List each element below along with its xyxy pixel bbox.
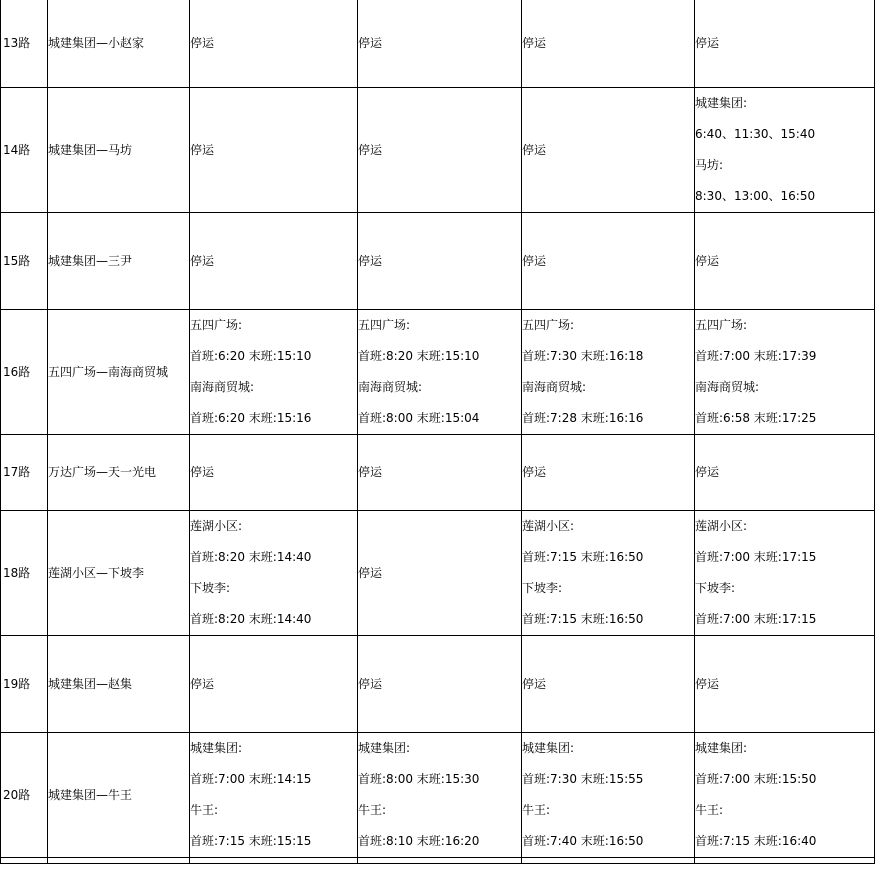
table-row xyxy=(1,511,875,636)
schedule-line: 首班:8:10 末班:16:20 xyxy=(358,834,480,848)
schedule-line: 城建集团: xyxy=(190,741,243,755)
schedule-cell xyxy=(190,435,358,511)
schedule-line: 莲湖小区: xyxy=(522,519,575,533)
route-name-cell: 城建集团—牛王 xyxy=(48,733,190,858)
schedule-line: 停运 xyxy=(190,465,215,479)
schedule-cell xyxy=(358,435,522,511)
schedule-line: 牛王: xyxy=(358,803,387,817)
bottom-partial-row xyxy=(1,858,875,864)
schedule-cell xyxy=(695,636,875,733)
schedule-line: 首班:6:20 末班:15:16 xyxy=(190,411,312,425)
route-number-cell: 18路 xyxy=(1,511,48,636)
schedule-line: 停运 xyxy=(358,465,383,479)
schedule-line: 停运 xyxy=(522,465,547,479)
schedule-cell xyxy=(522,511,695,636)
schedule-line: 城建集团: xyxy=(358,741,411,755)
schedule-cell xyxy=(358,310,522,435)
schedule-line: 下坡李: xyxy=(695,581,736,595)
schedule-line: 停运 xyxy=(522,36,547,50)
schedule-line: 首班:7:00 末班:17:39 xyxy=(695,349,817,363)
schedule-line: 停运 xyxy=(190,676,215,691)
schedule-line: 南海商贸城: xyxy=(190,380,255,394)
schedule-cell xyxy=(190,213,358,310)
schedule-line: 停运 xyxy=(190,253,215,268)
schedule-cell xyxy=(522,733,695,858)
route-number-cell: 17路 xyxy=(1,435,48,511)
schedule-cell xyxy=(522,88,695,213)
schedule-line: 南海商贸城: xyxy=(522,380,587,394)
schedule-cell xyxy=(190,511,358,636)
schedule-cell xyxy=(522,0,695,88)
schedule-line: 首班:8:00 末班:15:30 xyxy=(358,772,480,786)
schedule-line: 停运 xyxy=(358,676,383,691)
route-name-cell: 万达广场—天一光电 xyxy=(48,435,190,511)
table-row xyxy=(1,310,875,435)
schedule-line: 牛王: xyxy=(190,803,219,817)
route-name-cell: 五四广场—南海商贸城 xyxy=(48,310,190,435)
route-number-cell: 16路 xyxy=(1,310,48,435)
schedule-cell xyxy=(522,636,695,733)
schedule-cell xyxy=(695,733,875,858)
schedule-line: 城建集团: xyxy=(695,741,748,755)
table-row xyxy=(1,435,875,511)
schedule-line: 城建集团: xyxy=(695,96,748,110)
schedule-cell xyxy=(190,88,358,213)
route-name-cell: 莲湖小区—下坡李 xyxy=(48,511,190,636)
schedule-line: 首班:7:15 末班:16:50 xyxy=(522,612,644,626)
schedule-cell xyxy=(695,0,875,88)
schedule-cell xyxy=(695,435,875,511)
schedule-line: 五四广场: xyxy=(190,318,243,332)
schedule-line: 停运 xyxy=(695,676,720,691)
route-name-cell: 城建集团—三尹 xyxy=(48,213,190,310)
schedule-line: 8:30、13:00、16:50 xyxy=(695,189,816,203)
schedule-line: 停运 xyxy=(695,36,720,50)
schedule-line: 首班:7:00 末班:14:15 xyxy=(190,772,312,786)
schedule-line: 五四广场: xyxy=(522,318,575,332)
table-row xyxy=(1,213,875,310)
schedule-cell xyxy=(522,310,695,435)
route-number-cell: 20路 xyxy=(1,733,48,858)
route-name-cell: 城建集团—小赵家 xyxy=(48,0,190,88)
schedule-cell xyxy=(695,511,875,636)
schedule-cell xyxy=(358,213,522,310)
table-row xyxy=(1,88,875,213)
route-number-cell: 19路 xyxy=(1,636,48,733)
schedule-line: 首班:7:28 末班:16:16 xyxy=(522,411,644,425)
schedule-line: 首班:6:58 末班:17:25 xyxy=(695,411,817,425)
schedule-cell xyxy=(695,88,875,213)
route-name-cell: 城建集团—马坊 xyxy=(48,88,190,213)
schedule-line: 五四广场: xyxy=(358,318,411,332)
route-number-cell: 14路 xyxy=(1,88,48,213)
schedule-cell xyxy=(358,88,522,213)
schedule-line: 6:40、11:30、15:40 xyxy=(695,127,816,141)
schedule-line: 首班:7:00 末班:17:15 xyxy=(695,550,817,564)
schedule-line: 南海商贸城: xyxy=(358,380,423,394)
schedule-cell xyxy=(695,310,875,435)
schedule-line: 首班:7:30 末班:16:18 xyxy=(522,349,644,363)
schedule-line: 停运 xyxy=(522,676,547,691)
schedule-cell xyxy=(695,213,875,310)
schedule-line: 停运 xyxy=(695,465,720,479)
schedule-line: 首班:7:15 末班:16:40 xyxy=(695,834,817,848)
schedule-line: 首班:7:40 末班:16:50 xyxy=(522,834,644,848)
schedule-line: 首班:6:20 末班:15:10 xyxy=(190,349,312,363)
schedule-cell xyxy=(190,733,358,858)
schedule-line: 城建集团: xyxy=(522,741,575,755)
table-row xyxy=(1,733,875,858)
schedule-line: 下坡李: xyxy=(522,581,563,595)
schedule-line: 牛王: xyxy=(522,803,551,817)
schedule-line: 首班:7:00 末班:15:50 xyxy=(695,772,817,786)
schedule-line: 停运 xyxy=(190,36,215,50)
schedule-line: 首班:7:15 末班:15:15 xyxy=(190,834,312,848)
schedule-line: 莲湖小区: xyxy=(190,519,243,533)
route-name-cell: 城建集团—赵集 xyxy=(48,636,190,733)
route-number-cell: 15路 xyxy=(1,213,48,310)
schedule-cell xyxy=(358,636,522,733)
route-number-cell: 13路 xyxy=(1,0,48,88)
schedule-line: 南海商贸城: xyxy=(695,380,760,394)
schedule-line: 停运 xyxy=(358,565,383,580)
schedule-line: 停运 xyxy=(522,142,547,157)
schedule-line: 下坡李: xyxy=(190,581,231,595)
schedule-line: 停运 xyxy=(358,253,383,268)
schedule-line: 首班:7:30 末班:15:55 xyxy=(522,772,644,786)
schedule-cell xyxy=(358,733,522,858)
table-body xyxy=(1,0,875,864)
schedule-line: 停运 xyxy=(190,142,215,157)
table-row xyxy=(1,636,875,733)
table-row xyxy=(1,0,875,88)
schedule-line: 停运 xyxy=(695,253,720,268)
schedule-cell xyxy=(190,310,358,435)
schedule-line: 牛王: xyxy=(695,803,724,817)
schedule-line: 马坊: xyxy=(695,158,724,172)
schedule-line: 停运 xyxy=(522,253,547,268)
schedule-cell xyxy=(190,0,358,88)
schedule-line: 停运 xyxy=(358,142,383,157)
schedule-line: 五四广场: xyxy=(695,318,748,332)
schedule-line: 停运 xyxy=(358,36,383,50)
schedule-cell xyxy=(522,435,695,511)
schedule-cell xyxy=(190,636,358,733)
schedule-cell xyxy=(358,0,522,88)
schedule-line: 首班:8:00 末班:15:04 xyxy=(358,411,480,425)
schedule-line: 首班:7:15 末班:16:50 xyxy=(522,550,644,564)
schedule-cell xyxy=(358,511,522,636)
schedule-line: 首班:8:20 末班:14:40 xyxy=(190,550,312,564)
schedule-cell xyxy=(522,213,695,310)
schedule-line: 首班:8:20 末班:15:10 xyxy=(358,349,480,363)
schedule-line: 首班:7:00 末班:17:15 xyxy=(695,612,817,626)
schedule-line: 首班:8:20 末班:14:40 xyxy=(190,612,312,626)
schedule-line: 莲湖小区: xyxy=(695,519,748,533)
